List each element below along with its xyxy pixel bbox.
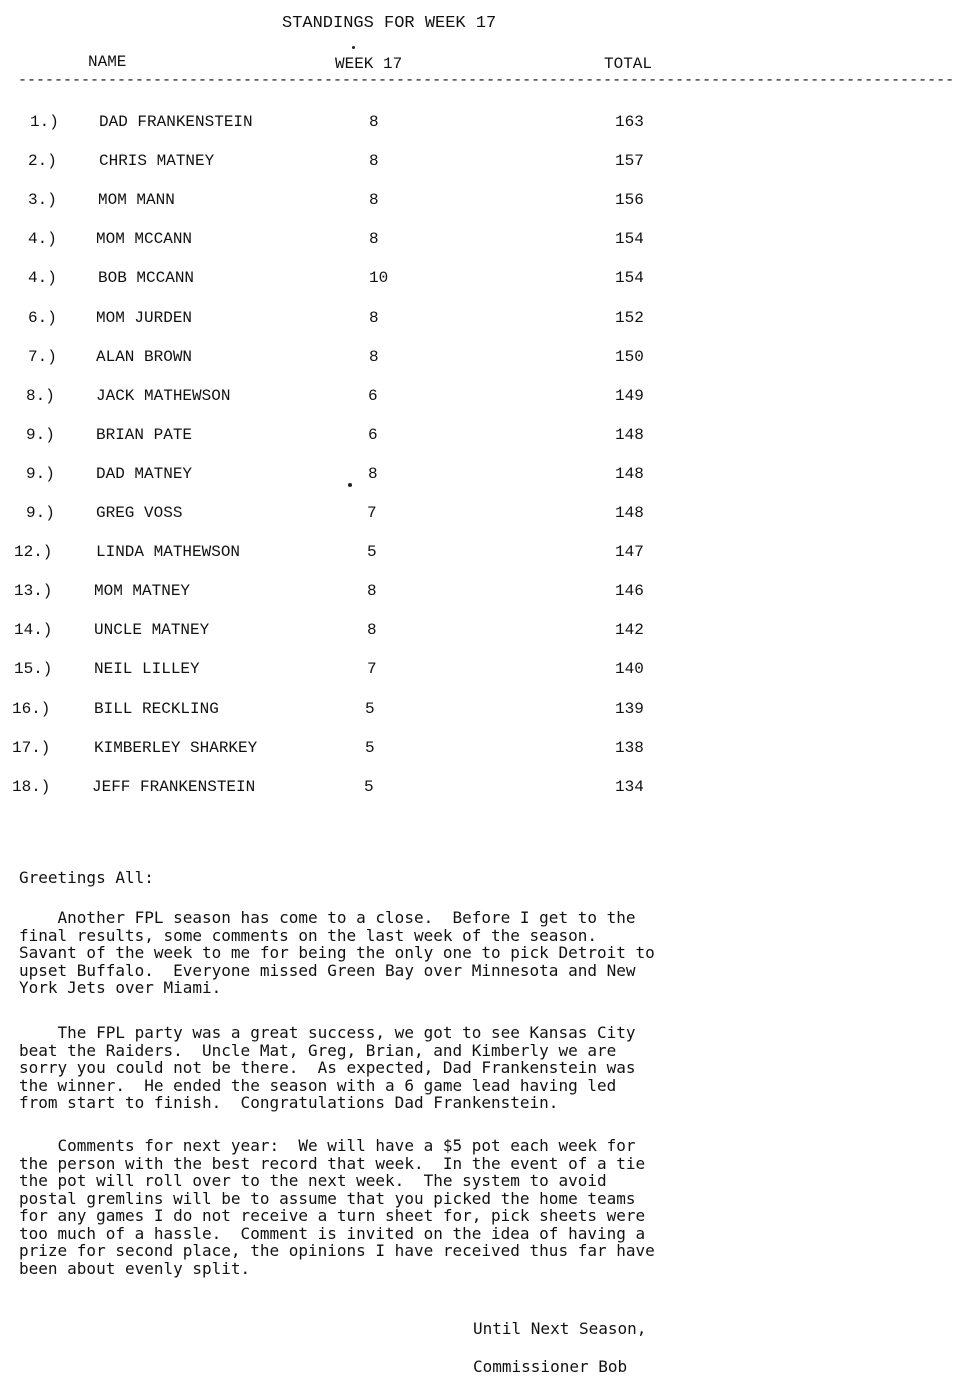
row-total-score: 148 — [615, 464, 644, 483]
row-name: LINDA MATHEWSON — [96, 543, 241, 562]
scan-speck — [352, 46, 355, 49]
row-week-score: 8 — [369, 113, 379, 131]
row-name: NEIL LILLEY — [94, 660, 200, 679]
row-rank: 16.) — [12, 699, 51, 718]
table-row — [0, 543, 800, 567]
row-rank: 13.) — [14, 582, 53, 601]
row-week-score: 6 — [368, 425, 378, 444]
table-row — [0, 778, 800, 802]
row-total-score: 146 — [615, 582, 644, 601]
letter-greeting: Greetings All: — [19, 868, 154, 887]
row-week-score: 5 — [365, 699, 375, 718]
row-rank: 8.) — [26, 386, 55, 405]
row-rank: 17.) — [12, 738, 51, 757]
row-total-score: 140 — [615, 660, 644, 679]
row-rank: 3.) — [28, 191, 57, 210]
row-rank: 4.) — [28, 269, 57, 288]
row-week-score: 8 — [369, 191, 379, 210]
row-name: UNCLE MATNEY — [94, 621, 210, 640]
row-rank: 7.) — [28, 347, 57, 366]
row-rank: 12.) — [14, 543, 53, 562]
table-row — [0, 426, 800, 450]
row-name: MOM MANN — [98, 191, 175, 210]
row-rank: 6.) — [28, 308, 57, 327]
row-total-score: 138 — [615, 738, 644, 757]
row-week-score: 7 — [367, 504, 377, 522]
row-total-score: 149 — [615, 386, 644, 405]
row-name: DAD FRANKENSTEIN — [99, 113, 253, 131]
row-name: KIMBERLEY SHARKEY — [94, 738, 258, 757]
scan-speck — [348, 483, 352, 487]
row-name: BOB MCCANN — [98, 269, 195, 288]
letter-signature: Commissioner Bob — [473, 1357, 628, 1376]
table-row — [0, 739, 800, 763]
row-week-score: 8 — [369, 347, 379, 366]
header-divider: -------------------------------------------------------------------------------------------------------- — [18, 72, 954, 89]
row-rank: 2.) — [28, 152, 57, 171]
row-week-score: 7 — [367, 660, 377, 679]
table-row — [0, 230, 800, 254]
table-row — [0, 387, 800, 411]
row-total-score: 163 — [615, 113, 644, 131]
row-week-score: 6 — [368, 386, 378, 405]
row-total-score: 142 — [615, 621, 644, 640]
letter-paragraph-3: Comments for next year: We will have a $5 pot each week for the person with the best record that week. In the event of a tie the pot will roll over to the next week. The system to avoid postal gremlins will be to assume that you picked the home teams for any games I do not receive a turn sheet for, pick sheets were too much of a hassle. Comment is invited on the idea of having a prize for second place, the opinions I have received thus far have been about evenly split. — [19, 1136, 655, 1278]
row-total-score: 156 — [615, 191, 644, 210]
letter-paragraph-2: The FPL party was a great success, we got to see Kansas City beat the Raiders. Uncle Mat, Greg, Brian, and Kimberly we are sorry you could not be there. As expected, Dad Frankenstein was the winner. He ended the season with a 6 game lead having led from start to finish. Congratulations Dad Frankenstein. — [19, 1023, 636, 1112]
row-total-score: 134 — [615, 777, 644, 796]
row-rank: 18.) — [12, 777, 51, 796]
row-week-score: 5 — [367, 543, 377, 562]
row-name: JACK MATHEWSON — [96, 386, 231, 405]
column-header-week: WEEK 17 — [335, 55, 403, 73]
row-name: BRIAN PATE — [96, 425, 193, 444]
row-total-score: 154 — [615, 230, 644, 249]
table-row — [0, 191, 800, 215]
table-row — [0, 621, 800, 645]
row-name: DAD MATNEY — [96, 464, 193, 483]
row-rank: 9.) — [26, 504, 55, 522]
table-row — [0, 152, 800, 176]
row-name: ALAN BROWN — [96, 347, 193, 366]
table-row — [0, 700, 800, 724]
row-name: MOM JURDEN — [96, 308, 193, 327]
row-name: MOM MCCANN — [96, 230, 193, 249]
row-total-score: 150 — [615, 347, 644, 366]
table-row — [0, 465, 800, 489]
column-header-name: NAME — [88, 53, 127, 71]
table-row — [0, 582, 800, 606]
row-rank: 1.) — [30, 113, 59, 131]
row-total-score: 157 — [615, 152, 644, 171]
table-row — [0, 348, 800, 372]
row-name: BILL RECKLING — [94, 699, 219, 718]
row-week-score: 8 — [367, 621, 377, 640]
row-total-score: 154 — [615, 269, 644, 288]
row-rank: 14.) — [14, 621, 53, 640]
row-week-score: 5 — [364, 777, 374, 796]
letter-paragraph-1: Another FPL season has come to a close. Before I get to the final results, some comments on the last week of the season. Savant of the week to me for being the only one to pick Detroit to upset Buffalo. Everyone missed Green Bay over Minnesota and New York Jets over Miami. — [19, 908, 655, 997]
row-week-score: 8 — [369, 308, 379, 327]
row-rank: 9.) — [26, 464, 55, 483]
page-title: STANDINGS FOR WEEK 17 — [282, 14, 497, 33]
row-name: MOM MATNEY — [94, 582, 191, 601]
row-week-score: 10 — [369, 269, 389, 288]
letter-closing: Until Next Season, — [473, 1319, 647, 1338]
row-week-score: 8 — [367, 582, 377, 601]
row-total-score: 148 — [615, 504, 644, 522]
column-header-total: TOTAL — [604, 55, 653, 73]
row-week-score: 8 — [369, 230, 379, 249]
table-row — [0, 309, 800, 333]
row-rank: 9.) — [26, 425, 55, 444]
row-week-score: 8 — [369, 152, 379, 171]
table-row — [0, 660, 800, 684]
row-week-score: 8 — [368, 464, 378, 483]
table-row — [0, 113, 800, 137]
row-name: JEFF FRANKENSTEIN — [92, 777, 256, 796]
row-rank: 4.) — [28, 230, 57, 249]
table-row — [0, 504, 800, 528]
row-total-score: 148 — [615, 425, 644, 444]
row-name: GREG VOSS — [96, 504, 183, 522]
row-total-score: 147 — [615, 543, 644, 562]
row-total-score: 152 — [615, 308, 644, 327]
row-total-score: 139 — [615, 699, 644, 718]
row-week-score: 5 — [365, 738, 375, 757]
table-row — [0, 269, 800, 293]
row-name: CHRIS MATNEY — [99, 152, 215, 171]
row-rank: 15.) — [14, 660, 53, 679]
